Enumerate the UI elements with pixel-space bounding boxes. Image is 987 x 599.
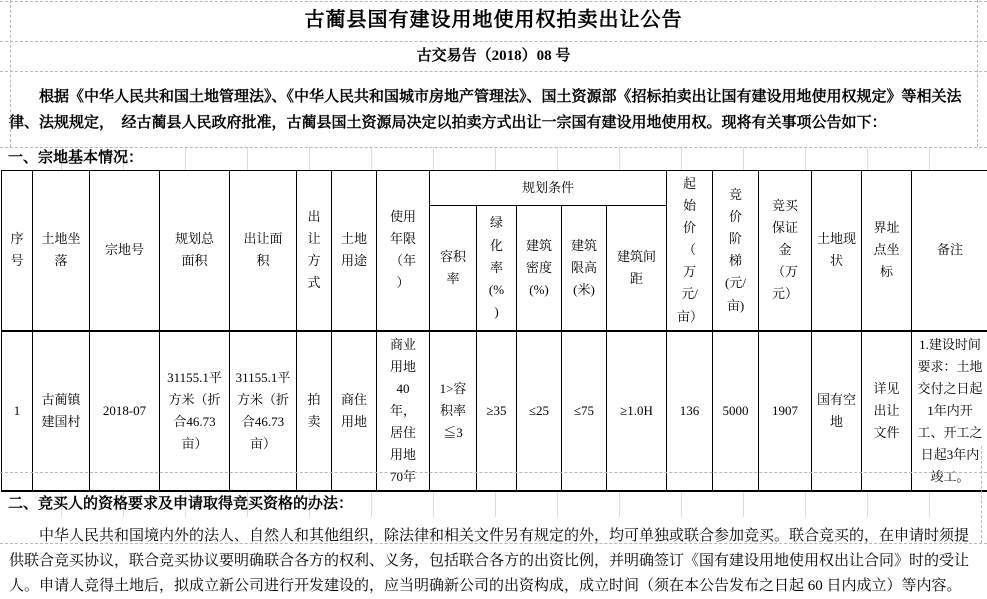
doc-number: 古交易告（2018）08 号 — [0, 41, 987, 71]
dashed-gridline — [0, 472, 987, 473]
col-header-jianzhuxiangao: 建筑限高(米) — [562, 205, 607, 331]
col-header-lvhualv: 绿化率(%) — [477, 205, 517, 331]
cell-rongjilv: 1>容积率≦3 — [430, 331, 477, 492]
cell-tudixianzhuang: 国有空地 — [812, 331, 862, 492]
cell-beizhu: 1.建设时间要求：土地交付之日起1年内开工、开工之日起3年内竣工。 — [912, 331, 987, 492]
col-header-jianzhumidu: 建筑密度(%) — [517, 205, 562, 331]
col-header-churangmianji: 出让面积 — [230, 171, 297, 331]
cell-xuhao: 1 — [2, 331, 33, 492]
col-header-tudixianzhuang: 土地现状 — [812, 171, 862, 331]
dashed-gridline — [0, 147, 987, 148]
cell-tudizuoluo: 古蔺镇建国村 — [33, 331, 90, 492]
cell-jingjiajieti: 5000 — [713, 331, 759, 492]
dashed-gridline — [981, 446, 982, 543]
cell-tudiyongtu: 商住用地 — [332, 331, 377, 492]
cell-churangmianji: 31155.1平方米（折合46.73亩） — [230, 331, 297, 492]
cell-jianzhuxiangao: ≤75 — [562, 331, 607, 492]
cell-guihuazongmianji: 31155.1平方米（折合46.73亩） — [160, 331, 230, 492]
dashed-gridline — [10, 0, 11, 147]
dashed-gridline — [0, 1, 987, 2]
cell-shiyongnianxian: 商业用地40年，居住用地70年 — [377, 331, 430, 492]
col-header-jingmaibaozhengjin: 竞买保证金（万元） — [759, 171, 812, 331]
col-header-xuhao: 序号 — [2, 171, 33, 331]
cell-jiezhidianzuobiao: 详见出让文件 — [862, 331, 912, 492]
cell-zongdihao: 2018-07 — [90, 331, 160, 492]
cell-jingmaibaozhengjin: 1907 — [759, 331, 812, 492]
col-header-jingjiajieti: 竞价阶梯(元/亩) — [713, 171, 759, 331]
col-header-qishijia: 起始价（万元/亩） — [667, 171, 713, 331]
col-header-tudizuoluo: 土地坐落 — [33, 171, 90, 331]
section2-heading: 二、竞买人的资格要求及申请取得竞买资格的办法： — [0, 492, 987, 517]
col-header-jiezhidianzuobiao: 界址点坐标 — [862, 171, 912, 331]
col-header-rongjilv: 容积率 — [430, 205, 477, 331]
parcel-row — [2, 331, 987, 492]
cell-jianzhumidu: ≤25 — [517, 331, 562, 492]
cell-churangfangshi: 拍卖 — [297, 331, 332, 492]
section1-heading: 一、宗地基本情况： — [0, 147, 987, 170]
intro-paragraph: 根据《中华人民共和国土地管理法》、《中华人民共和国城市房地产管理法》、国土资源部《招标拍卖出让国有建设用地使用权规定》等相关法律、法规规定， 经古蔺县人民政府批准，古蔺县国土资源局决定以拍卖方式出让一宗国有建设用地使用权。现将有关事项公告如下： — [0, 71, 987, 147]
col-header-zongdihao: 宗地号 — [90, 171, 160, 331]
col-header-churangfangshi: 出让方式 — [297, 171, 332, 331]
dashed-gridline — [977, 0, 978, 147]
section2-paragraph: 中华人民共和国境内外的法人、自然人和其他组织，除法律和相关文件另有规定的外，均可单独或联合参加竞买。联合竞买的，在申请时须提供联合竞买协议，联合竞买协议要明确联合各方的权利、义务，包括联合各方的出资比例，并明确签订《国有建设用地使用权出让合同》时的受让人。申请人竞得土地后，拟成立新公司进行开发建设的，应当明确新公司的出资构成，成立时间（须在本公告发布之日起 60 日内成立）等内容。 — [0, 517, 987, 599]
cell-jianzhujianju: ≥1.0H — [607, 331, 667, 492]
dashed-gridline — [0, 71, 987, 72]
col-header-tudiyongtu: 土地用途 — [332, 171, 377, 331]
col-header-jianzhujianju: 建筑间距 — [607, 205, 667, 331]
col-header-guihuazongmianji: 规划总面积 — [160, 171, 230, 331]
page-title: 古蔺县国有建设用地使用权拍卖出让公告 — [0, 0, 987, 41]
dashed-gridline — [0, 41, 987, 42]
col-header-shiyongnianxian: 使用年限（年） — [377, 171, 430, 331]
col-header-beizhu: 备注 — [912, 171, 987, 331]
dashed-gridline — [0, 543, 987, 544]
cell-lvhualv: ≥35 — [477, 331, 517, 492]
cell-qishijia: 136 — [667, 331, 713, 492]
col-group-guihuatiaojian: 规划条件 — [430, 171, 667, 206]
parcel-info-table — [1, 170, 987, 492]
